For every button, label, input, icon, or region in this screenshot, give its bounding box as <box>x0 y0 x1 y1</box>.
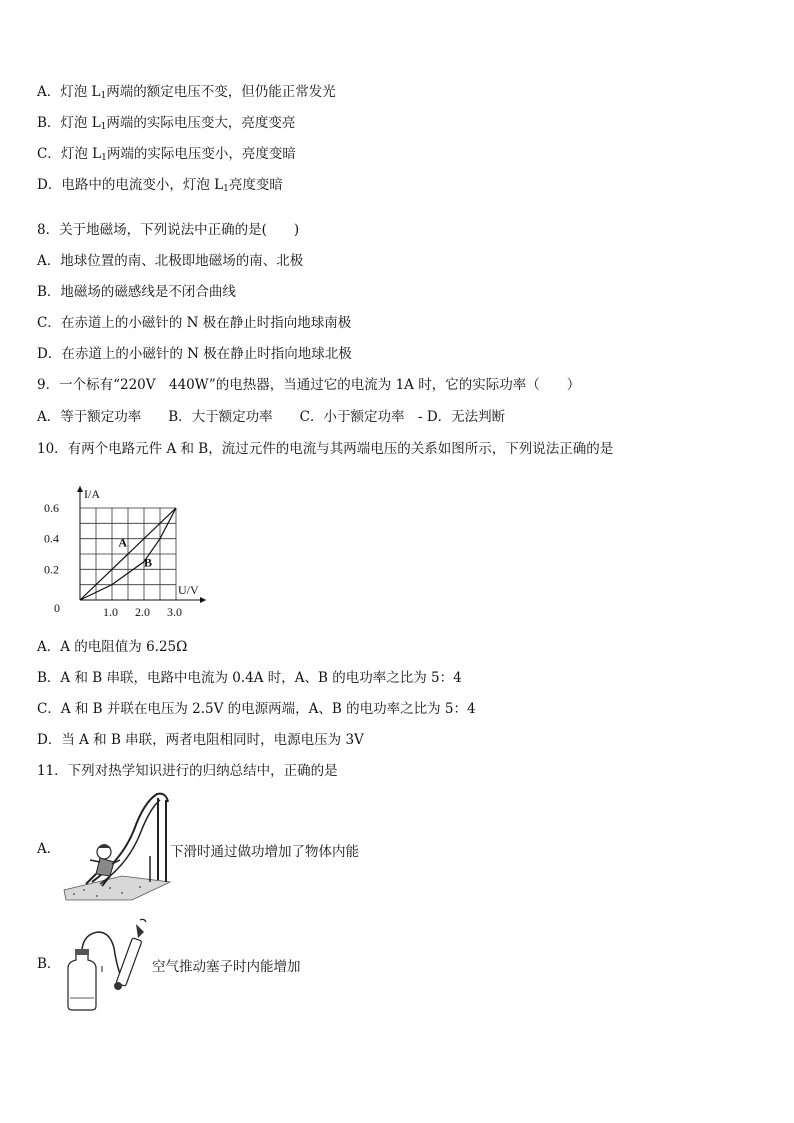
q10-stem: 10．有两个电路元件 A 和 B，流过元件的电流与其两端电压的关系如图所示，下列说法正确的是 <box>37 441 614 457</box>
x-axis-arrow <box>200 597 206 603</box>
x-tick-label: 2.0 <box>135 605 150 619</box>
q10-option-d: D．当 A 和 B 串联，两者电阻相同时，电源电压为 3V <box>37 732 364 748</box>
q11-option-b-text: 空气推动塞子时内能增加 <box>152 959 301 975</box>
iv-chart <box>36 470 266 628</box>
slide-illustration <box>62 790 172 905</box>
x-tick-label: 3.0 <box>167 605 182 619</box>
pump-bottle-illustration <box>58 918 158 1013</box>
q9-stem: 9．一个标有“220V 440W”的电热器，当通过它的电流为 1A 时，它的实际功率（ ） <box>37 377 581 393</box>
y-tick-label: 0.6 <box>44 501 59 515</box>
q11-option-a-text: 下滑时通过做功增加了物体内能 <box>170 844 359 860</box>
q10-option-b: B．A 和 B 串联，电路中电流为 0.4A 时，A、B 的电功率之比为 5：4 <box>37 670 462 686</box>
q11-option-b-label: B． <box>37 956 61 972</box>
y-axis-label: I/A <box>84 487 100 501</box>
x-axis-label: U/V <box>178 583 199 597</box>
series-label-B: B <box>144 555 153 570</box>
y-tick-label: 0.4 <box>44 531 59 546</box>
q10-option-c: C．A 和 B 并联在电压为 2.5V 的电源两端，A、B 的电功率之比为 5：4 <box>37 701 476 717</box>
y-tick-label: 0.2 <box>44 562 59 577</box>
q8-option-a: A．地球位置的南、北极即地磁场的南、北极 <box>37 253 304 269</box>
x-tick-label: 1.0 <box>103 605 118 619</box>
q7-option-a: A．灯泡 $L_1$两端的额定电压不变，但仍能正常发光 <box>37 84 336 101</box>
origin-label: 0 <box>54 601 60 615</box>
q7-option-d: D．电路中的电流变小，灯泡 $L_1$亮度变暗 <box>37 177 283 194</box>
q9-options: A．等于额定功率 B．大于额定功率 C．小于额定功率 - D．无法判断 <box>37 409 506 425</box>
y-axis-arrow <box>77 486 83 492</box>
q11-option-a-label: A． <box>37 841 61 857</box>
series-label-A: A <box>118 535 128 550</box>
q8-option-c: C．在赤道上的小磁针的 N 极在静止时指向地球南极 <box>37 315 352 331</box>
q8-option-d: D．在赤道上的小磁针的 N 极在静止时指向地球北极 <box>37 346 352 362</box>
q8-option-b: B．地磁场的磁感线是不闭合曲线 <box>37 284 236 300</box>
q11-stem: 11．下列对热学知识进行的归纳总结中，正确的是 <box>37 763 338 779</box>
q7-option-b: B．灯泡 $L_1$两端的实际电压变大，亮度变亮 <box>37 115 296 132</box>
q8-stem: 8．关于地磁场，下列说法中正确的是( ) <box>37 222 300 238</box>
q10-option-a: A．A 的电阻值为 6.25Ω <box>37 639 188 655</box>
q7-option-c: C．灯泡 $L_1$两端的实际电压变小，亮度变暗 <box>37 146 296 163</box>
